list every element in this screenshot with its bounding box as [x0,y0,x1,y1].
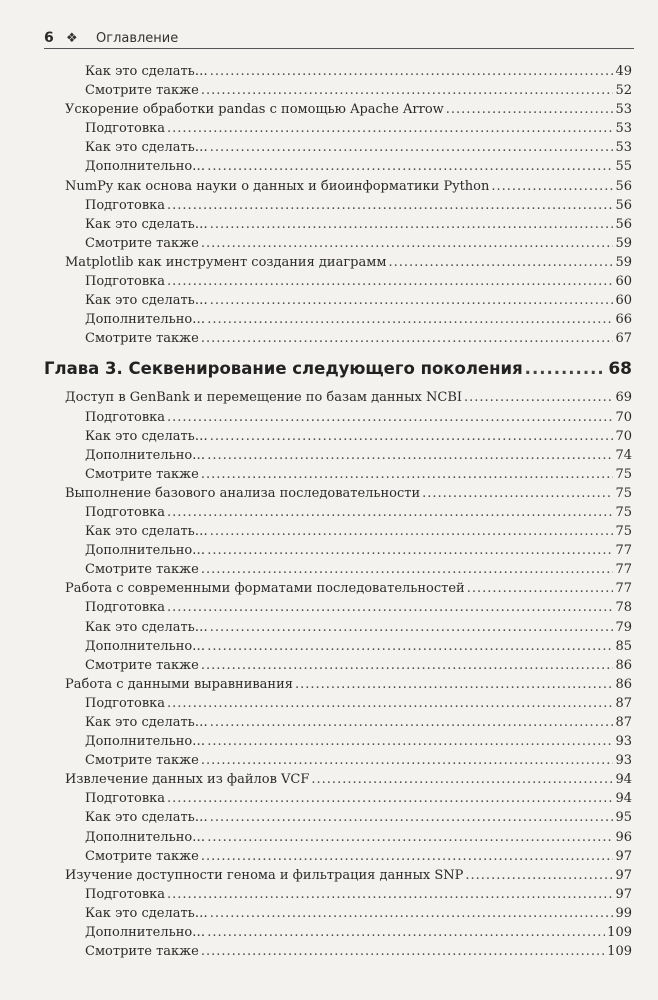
leader-dots [491,177,613,196]
entry-label: Подготовка [85,695,166,711]
entry-label: Подготовка [85,197,166,213]
toc-subsection-entry[interactable] [85,904,632,923]
entry-page-number: 75 [615,504,632,520]
entry-label: Дополнительно… [85,447,206,463]
toc-subsection-entry[interactable] [85,408,632,427]
leader-dots [210,522,614,541]
entry-label: Смотрите также [85,466,199,482]
leader-dots [207,828,613,847]
entry-page-number: 56 [615,216,632,232]
leader-dots [201,656,614,675]
entry-label: Как это сделать… [85,293,208,309]
entry-label: Работа с современными форматами последовательностей [65,581,465,597]
entry-label: Смотрите также [85,753,199,769]
toc-subsection-entry[interactable] [85,598,632,617]
running-title: Оглавление [96,30,179,46]
entry-label: Смотрите также [85,657,199,673]
toc-subsection-entry[interactable] [85,119,632,138]
leader-dots [167,503,613,522]
entry-label: Подготовка [85,886,166,902]
entry-label: Изучение доступности генома и фильтрация данных SNP [65,867,464,883]
entry-page-number: 53 [615,121,632,137]
entry-page-number: 86 [615,657,632,673]
toc-section-entry[interactable] [65,388,632,407]
leader-dots [207,310,613,329]
toc-subsection-entry[interactable] [85,522,632,541]
entry-label: Подготовка [85,121,166,137]
chapter-title: Глава 3. Секвенирование следующего поколения [44,359,523,379]
entry-label: Дополнительно… [85,638,206,654]
page-number: 6 [44,30,54,46]
entry-page-number: 53 [615,102,632,118]
entry-label: Как это сделать… [85,905,208,921]
entry-label: Дополнительно… [85,543,206,559]
toc-subsection-entry[interactable] [85,942,632,961]
entry-page-number: 93 [615,734,632,750]
entry-label: Ускорение обработки pandas с помощью Apache Arrow [65,102,444,118]
table-of-contents [0,62,658,961]
leader-dots [201,234,614,253]
toc-subsection-entry[interactable] [85,291,632,310]
entry-page-number: 97 [615,848,632,864]
toc-subsection-entry[interactable] [85,81,632,100]
leader-dots [201,751,614,770]
leader-dots [446,100,614,119]
entry-label: Извлечение данных из файлов VCF [65,772,310,788]
toc-subsection-entry[interactable] [85,465,632,484]
toc-section-entry[interactable] [65,484,632,503]
toc-subsection-entry[interactable] [85,828,632,847]
entry-label: Как это сделать… [85,524,208,540]
entry-page-number: 49 [615,64,632,79]
toc-section-after [0,388,658,961]
toc-subsection-entry[interactable] [85,789,632,808]
entry-label: Дополнительно… [85,734,206,750]
entry-page-number: 87 [615,695,632,711]
entry-page-number: 77 [615,581,632,597]
toc-section-entry[interactable] [65,866,632,885]
entry-page-number: 85 [615,638,632,654]
leader-dots [465,866,613,885]
toc-section-entry[interactable] [65,253,632,272]
entry-label: Matplotlib как инструмент создания диаграмм [65,254,387,270]
leader-dots [388,253,613,272]
entry-page-number: 109 [607,944,632,960]
entry-label: Смотрите также [85,848,199,864]
toc-subsection-entry[interactable] [85,329,632,348]
entry-page-number: 95 [615,810,632,826]
entry-label: Как это сделать… [85,64,208,79]
toc-subsection-entry[interactable] [85,272,632,291]
leader-dots [167,789,613,808]
leader-dots [525,352,607,386]
entry-page-number: 79 [615,619,632,635]
page-header [44,26,632,50]
toc-subsection-entry[interactable] [85,618,632,637]
entry-label: Смотрите также [85,83,199,99]
entry-label: Дополнительно… [85,159,206,175]
toc-section-entry[interactable] [65,770,632,789]
toc-subsection-entry[interactable] [85,427,632,446]
leader-dots [210,62,614,81]
entry-label: Доступ в GenBank и перемещение по базам данных NCBI [65,390,463,406]
leader-dots [167,598,613,617]
toc-subsection-entry[interactable] [85,713,632,732]
leader-dots [467,579,614,598]
toc-subsection-entry[interactable] [85,234,632,253]
toc-subsection-entry[interactable] [85,503,632,522]
entry-label: Дополнительно… [85,829,206,845]
leader-dots [207,923,605,942]
entry-label: Как это сделать… [85,216,208,232]
toc-section-entry[interactable] [65,675,632,694]
entry-page-number: 86 [615,676,632,692]
entry-label: Смотрите также [85,562,199,578]
leader-dots [210,618,614,637]
header-rule [44,48,634,49]
entry-page-number: 59 [615,254,632,270]
toc-subsection-entry[interactable] [85,138,632,157]
entry-page-number: 96 [615,829,632,845]
leader-dots [210,808,614,827]
entry-label: Подготовка [85,791,166,807]
leader-dots [167,885,613,904]
leader-dots [167,196,613,215]
entry-page-number: 87 [615,715,632,730]
leader-dots [201,329,614,348]
entry-page-number: 78 [615,600,632,616]
leader-dots [210,215,614,234]
leader-dots [201,560,614,579]
entry-page-number: 70 [615,428,632,444]
leader-dots [207,732,613,751]
leader-dots [210,138,614,157]
entry-page-number: 60 [615,274,632,290]
leader-dots [295,675,613,694]
chapter-page: 68 [608,359,632,380]
entry-page-number: 94 [615,791,632,807]
entry-label: NumPy как основа науки о данных и биоинформатики Python [65,178,490,194]
toc-subsection-entry[interactable] [85,310,632,329]
entry-page-number: 75 [615,524,632,540]
toc-subsection-entry[interactable] [85,885,632,904]
entry-label: Смотрите также [85,235,199,251]
leader-dots [167,408,613,427]
leader-dots [210,713,614,732]
entry-label: Дополнительно… [85,312,206,328]
toc-section-before [0,62,658,348]
entry-page-number: 69 [615,390,632,406]
toc-subsection-entry[interactable] [85,560,632,579]
leader-dots [201,942,605,961]
entry-page-number: 56 [615,178,632,194]
leader-dots [210,291,614,310]
entry-page-number: 70 [615,409,632,425]
toc-subsection-entry[interactable] [85,541,632,560]
toc-subsection-entry[interactable] [85,62,632,81]
toc-subsection-entry[interactable] [85,637,632,656]
entry-page-number: 66 [615,312,632,328]
toc-subsection-entry[interactable] [85,446,632,465]
leader-dots [207,637,613,656]
entry-page-number: 97 [615,867,632,883]
chapter-heading[interactable] [44,352,632,386]
entry-label: Подготовка [85,600,166,616]
entry-page-number: 99 [615,905,632,921]
toc-subsection-entry[interactable] [85,215,632,234]
leader-dots [201,465,614,484]
entry-label: Как это сделать… [85,140,208,156]
entry-label: Выполнение базового анализа последовательности [65,485,421,501]
entry-page-number: 93 [615,753,632,769]
leader-dots [210,427,614,446]
toc-subsection-entry[interactable] [85,923,632,942]
toc-section-entry[interactable] [65,177,632,196]
entry-page-number: 67 [615,331,632,347]
leader-dots [207,157,613,176]
entry-label: Как это сделать… [85,715,208,730]
leader-dots [311,770,613,789]
entry-page-number: 53 [615,140,632,156]
ornament-icon: ❖ [66,30,78,46]
entry-page-number: 109 [607,925,632,941]
toc-section-entry[interactable] [65,100,632,119]
entry-page-number: 75 [615,466,632,482]
toc-subsection-entry[interactable] [85,808,632,827]
entry-page-number: 74 [615,447,632,463]
entry-label: Смотрите также [85,331,199,347]
toc-subsection-entry[interactable] [85,196,632,215]
entry-page-number: 97 [615,886,632,902]
entry-label: Как это сделать… [85,619,208,635]
entry-page-number: 59 [615,235,632,251]
entry-label: Подготовка [85,409,166,425]
toc-subsection-entry[interactable] [85,732,632,751]
entry-page-number: 77 [615,543,632,559]
entry-page-number: 55 [615,159,632,175]
entry-label: Дополнительно… [85,925,206,941]
entry-page-number: 52 [615,83,632,99]
toc-subsection-entry[interactable] [85,694,632,713]
leader-dots [422,484,613,503]
entry-page-number: 56 [615,197,632,213]
leader-dots [464,388,613,407]
toc-subsection-entry[interactable] [85,656,632,675]
toc-subsection-entry[interactable] [85,847,632,866]
entry-label: Работа с данными выравнивания [65,676,293,692]
entry-label: Как это сделать… [85,428,208,444]
leader-dots [210,904,614,923]
toc-section-entry[interactable] [65,579,632,598]
entry-label: Подготовка [85,274,166,290]
entry-page-number: 60 [615,293,632,309]
toc-subsection-entry[interactable] [85,751,632,770]
entry-page-number: 75 [615,485,632,501]
leader-dots [167,119,613,138]
leader-dots [207,446,613,465]
entry-page-number: 77 [615,562,632,578]
entry-page-number: 94 [615,772,632,788]
entry-label: Как это сделать… [85,810,208,826]
toc-subsection-entry[interactable] [85,157,632,176]
leader-dots [201,81,614,100]
leader-dots [201,847,614,866]
entry-label: Подготовка [85,504,166,520]
leader-dots [167,272,613,291]
leader-dots [207,541,613,560]
leader-dots [167,694,613,713]
entry-label: Смотрите также [85,944,199,960]
